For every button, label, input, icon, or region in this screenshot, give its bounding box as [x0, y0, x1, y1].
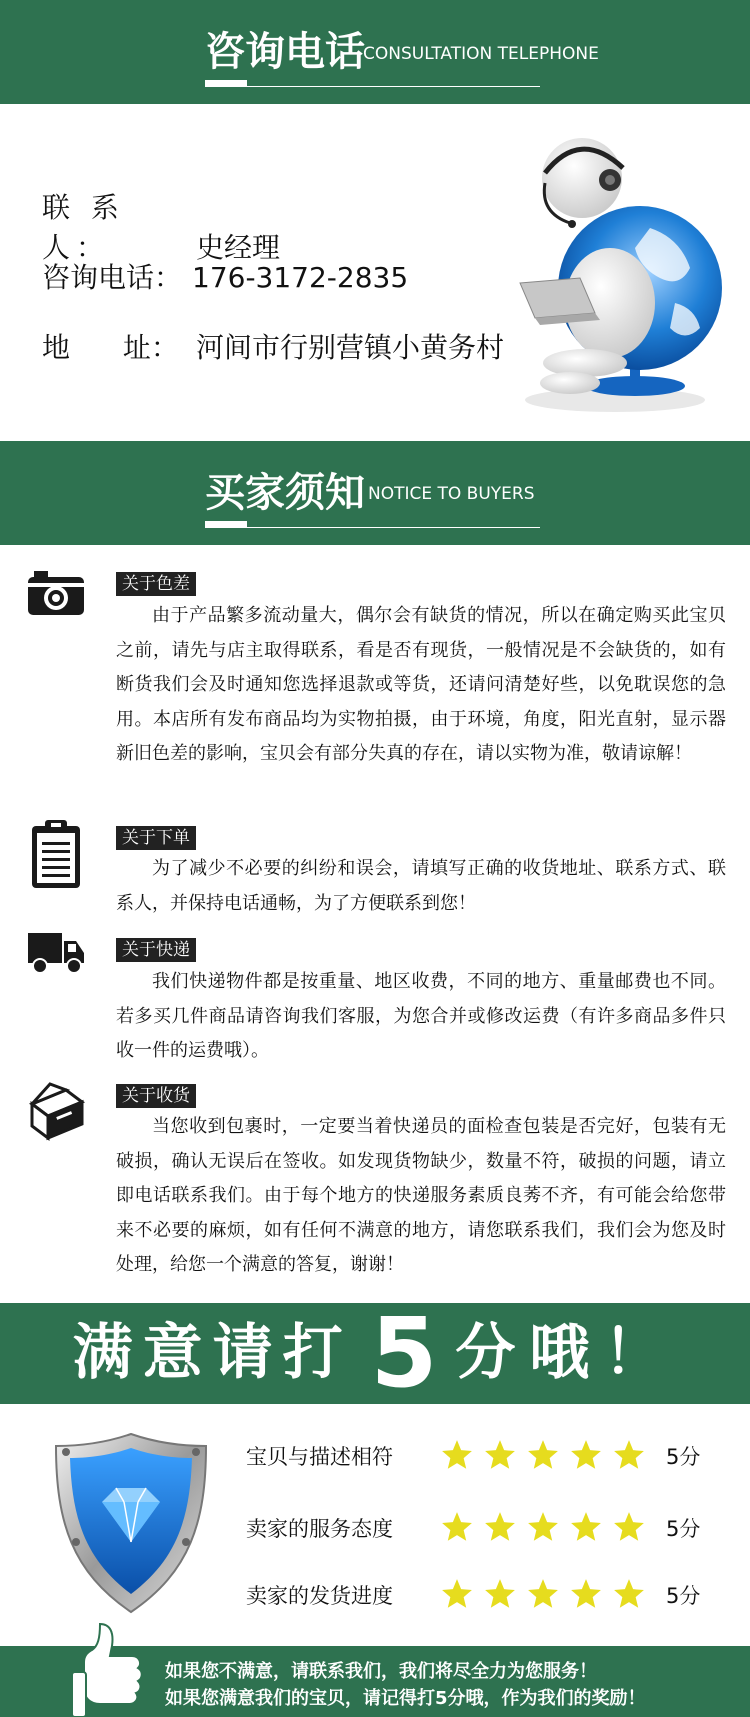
star-icon: [440, 1510, 474, 1544]
star-icon: [440, 1577, 474, 1611]
contact-address-label: 地 址：: [42, 331, 179, 364]
rating-score-service: 5分: [666, 1517, 701, 1541]
contact-header-title: 咨询电话: [205, 29, 365, 75]
clipboard-icon: [30, 818, 82, 890]
star-icon: [483, 1577, 517, 1611]
star-icon: [526, 1510, 560, 1544]
rating-label-shipping: 卖家的发货进度: [246, 1584, 393, 1608]
contact-header: [0, 0, 750, 104]
rating-banner-before: 满意请打: [72, 1318, 353, 1388]
rating-score-shipping: 5分: [666, 1584, 701, 1608]
footer-line-1: 如果您不满意，请联系我们，我们将尽全力为您服务！: [165, 1661, 597, 1682]
notice-header: [0, 441, 750, 545]
rating-label-description: 宝贝与描述相符: [246, 1445, 393, 1469]
star-icon: [569, 1438, 603, 1472]
notice-tag-color: 关于色差: [116, 572, 196, 596]
star-icon: [526, 1577, 560, 1611]
thumbs-up-icon: [72, 1620, 144, 1717]
notice-tag-receipt: 关于收货: [116, 1084, 196, 1108]
star-icon: [483, 1438, 517, 1472]
notice-tag-delivery: 关于快递: [116, 938, 196, 962]
header-underline: [205, 527, 540, 528]
truck-icon: [26, 931, 86, 975]
contact-phone-label: 咨询电话：: [42, 261, 183, 294]
camera-icon: [26, 567, 86, 619]
open-box-icon: [26, 1078, 86, 1142]
notice-body-receipt: 当您收到包裹时，一定要当着快递员的面检查包装是否完好，包装有无破损，确认无误后在签收。如发现货物缺少，数量不符，破损的问题，请立即电话联系我们。由于每个地方的快递服务素质良莠不齐，有可能会给您带来不必要的麻烦，如有任何不满意的地方，请您联系我们，我们会为您及时处理，给您一个满意的答复，谢谢！: [116, 1116, 726, 1275]
rating-banner-after: 分哦！: [455, 1318, 678, 1388]
header-accent-bar: [205, 521, 247, 528]
star-icon: [483, 1510, 517, 1544]
star-icon: [612, 1577, 646, 1611]
notice-body-delivery: 我们快递物件都是按重量、地区收费，不同的地方、重量邮费也不同。若多买几件商品请咨询我们客服，为您合并或修改运费（有许多商品多件只收一件的运费哦）。: [116, 971, 726, 1061]
header-accent-bar: [205, 80, 247, 87]
rating-label-service: 卖家的服务态度: [246, 1517, 393, 1541]
contact-address-value: 河间市行别营镇小黄务村: [196, 331, 505, 364]
rating-score-description: 5分: [666, 1445, 701, 1469]
contact-phone-row: [42, 256, 408, 296]
rating-banner-number: 5: [370, 1297, 438, 1409]
contact-header-subtitle: CONSULTATION TELEPHONE: [363, 44, 599, 64]
customer-service-figure: [500, 128, 730, 418]
contact-person-label: 联 系 人：: [42, 191, 125, 264]
contact-person-row: [42, 186, 280, 266]
contact-address-row: [42, 326, 504, 366]
star-icon: [612, 1438, 646, 1472]
notice-body-color: 由于产品繁多流动量大，偶尔会有缺货的情况，所以在确定购买此宝贝之前，请先与店主取得联系，看是否有现货，一般情况是不会缺货的，如有断货我们会及时通知您选择退款或等货，还请问清楚好些，以免耽误您的急用。本店所有发布商品均为实物拍摄，由于环境，角度，阳光直射，显示器新旧色差的影响，宝贝会有部分失真的存在，请以实物为准，敬请谅解！: [116, 605, 726, 764]
star-icon: [526, 1438, 560, 1472]
diamond-shield-icon: [52, 1432, 210, 1614]
star-icon: [612, 1510, 646, 1544]
rating-banner-text: [0, 1297, 750, 1409]
contact-phone-value[interactable]: 176-3172-2835: [192, 261, 409, 294]
notice-header-title: 买家须知: [205, 470, 365, 516]
star-icon: [569, 1577, 603, 1611]
notice-body-order: 为了减少不必要的纠纷和误会，请填写正确的收货地址、联系方式、联系人，并保持电话通畅，为了方便联系到您！: [116, 858, 726, 914]
header-underline: [205, 86, 540, 87]
notice-tag-order: 关于下单: [116, 826, 196, 850]
notice-header-subtitle: NOTICE TO BUYERS: [368, 484, 535, 504]
contact-person-value: 史经理: [196, 231, 281, 264]
rating-banner: [0, 1297, 750, 1409]
footer-line-2: 如果您满意我们的宝贝，请记得打5分哦，作为我们的奖励！: [165, 1688, 646, 1709]
star-icon: [569, 1510, 603, 1544]
star-icon: [440, 1438, 474, 1472]
